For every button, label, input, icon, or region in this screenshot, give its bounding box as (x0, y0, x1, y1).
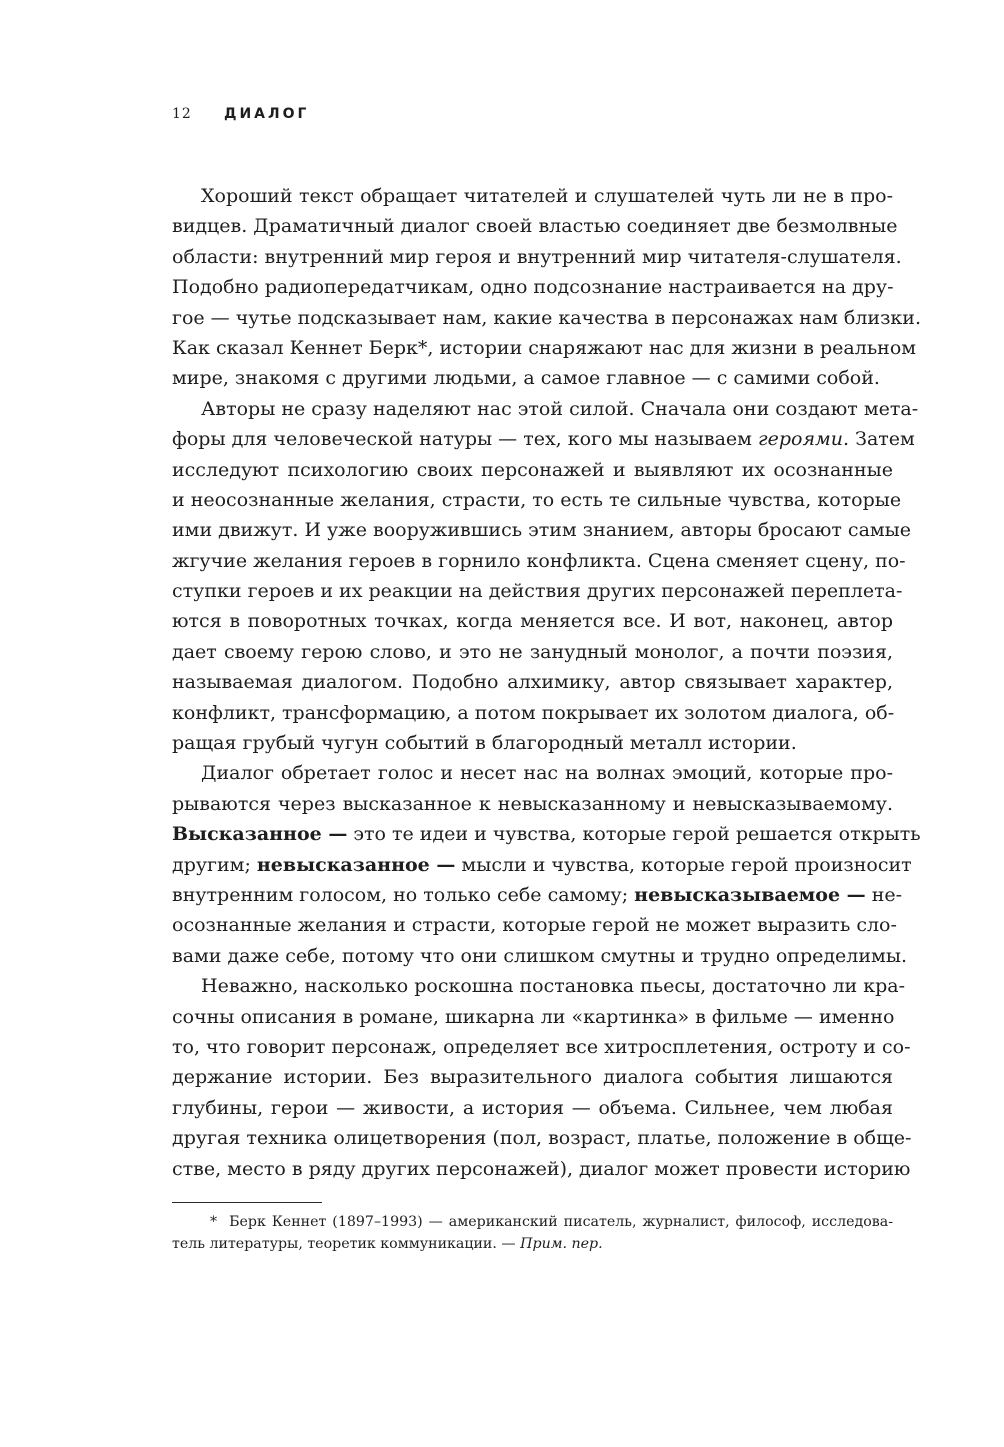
text-segment: . Затем (843, 428, 915, 451)
text-line (172, 576, 903, 606)
text-line (172, 515, 912, 545)
paragraph (172, 971, 912, 1184)
text-segment: ращая грубый чугун событий в благородный металл истории. (172, 732, 797, 755)
text-line (172, 758, 893, 788)
text-segment: мире, знакомя с другими людьми, а самое главное — с самими собой. (172, 367, 880, 390)
text-line (172, 819, 921, 849)
text-line (172, 303, 922, 333)
text-line (172, 880, 903, 910)
text-line (172, 698, 893, 728)
text-line (172, 242, 902, 272)
text-segment: Как сказал Кеннет Берк*, истории снаряжают нас для жизни в реальном (172, 336, 917, 359)
paragraph (172, 181, 922, 394)
text-segment: Неважно, насколько роскошна постановка пьесы, достаточно ли кра- (201, 975, 906, 998)
text-line (172, 910, 897, 940)
text-line (172, 971, 906, 1001)
text-segment: видцев. Драматичный диалог своей властью соединяет две безмолвные (172, 215, 898, 238)
text-segment: форы для человеческой натуры — тех, кого мы называем (172, 428, 758, 451)
text-line (172, 1002, 893, 1032)
text-segment: ступки героев и их реакции на действия других персонажей переплета- (172, 580, 903, 603)
text-segment: стве, место в ряду других персонажей), диалог может провести историю (172, 1157, 911, 1180)
text-segment: рываются через высказанное к невысказанному и невысказываемому. (172, 792, 893, 815)
text-segment: Берк Кеннет (1897–1993) — американский писатель, журналист, философ, исследова- (229, 1214, 893, 1230)
text-segment: и неосознанные желания, страсти, то есть те сильные чувства, которые (172, 488, 902, 511)
text-line (172, 728, 893, 758)
text-segment: Хороший текст обращает читателей и слушателей чуть ли не в про- (201, 185, 893, 207)
text-segment: Авторы не сразу наделяют нас этой силой. Сначала они создают мета- (201, 397, 919, 420)
text-segment: конфликт, трансформацию, а потом покрывает их золотом диалога, об- (172, 701, 895, 724)
text-segment: Подобно радиопередатчикам, одно подсознание настраивается на дру- (172, 276, 894, 299)
text-line (172, 211, 898, 241)
bold-term: невысказанное — (256, 853, 456, 876)
text-line (172, 606, 893, 636)
text-line (172, 850, 912, 880)
bold-term: Высказанное — (172, 823, 348, 846)
text-segment: области: внутренний мир героя и внутренний мир читателя-слушателя. (172, 245, 902, 268)
body-text (172, 181, 922, 1184)
text-line (172, 455, 893, 485)
text-line (172, 1032, 911, 1062)
text-line (172, 1233, 893, 1255)
text-segment: другая техника олицетворения (пол, возраст, платье, положение в обще- (172, 1127, 912, 1150)
text-segment: ими движут. И уже вооружившись этим знанием, авторы бросают самые (172, 519, 912, 542)
page-number: 12 (172, 106, 192, 122)
text-line (172, 181, 893, 211)
text-segment: вами даже себе, потому что они слишком смутны и трудно определимы. (172, 944, 907, 967)
text-segment: глубины, герои — живости, а история — объема. Сильнее, чем любая (172, 1096, 893, 1119)
text-segment: дает своему герою слово, и это не занудный монолог, а почти поэзия, (172, 640, 893, 663)
text-segment: внутренним голосом, но только себе самому; (172, 883, 635, 906)
text-line (172, 1093, 893, 1123)
text-segment: другим; (172, 853, 257, 876)
text-segment: жгучие желания героев в горнило конфликта. Сцена сменяет сцену, по- (172, 549, 906, 572)
text-line (172, 941, 907, 971)
text-line (172, 667, 893, 697)
text-segment: это те идеи и чувства, которые герой решается открыть (347, 823, 921, 846)
italic-text: Прим. пер. (520, 1236, 603, 1252)
text-line (172, 363, 893, 393)
text-line (172, 637, 893, 667)
text-segment: держание истории. Без выразительного диалога события лишаются (172, 1066, 893, 1089)
text-line (172, 1154, 911, 1184)
text-segment: ются в поворотных точках, когда меняется все. И вот, наконец, автор (172, 610, 893, 633)
text-segment: исследуют психологию своих персонажей и выявляют их осознанные (172, 458, 893, 481)
text-segment: мысли и чувства, которые герой произносит (455, 853, 912, 876)
text-line (172, 333, 917, 363)
text-segment: сочны описания в романе, шикарна ли «картинка» в фильме — именно (172, 1005, 895, 1028)
text-line (172, 1211, 893, 1233)
text-line (172, 1062, 893, 1092)
running-head (172, 106, 309, 122)
text-line (172, 424, 915, 454)
text-segment: не- (865, 883, 903, 906)
text-segment: Диалог обретает голос и несет нас на волнах эмоций, которые про- (201, 762, 893, 785)
text-line (172, 485, 902, 515)
text-line (172, 394, 919, 424)
text-segment: гое — чутье подсказывает нам, какие качества в персонажах нам близки. (172, 306, 922, 329)
footnote (172, 1211, 893, 1255)
italic-text: героями (758, 428, 844, 451)
text-segment: то, что говорит персонаж, определяет все хитросплетения, остроту и со- (172, 1035, 911, 1058)
text-segment: тель литературы, теоретик коммуникации. — (172, 1236, 521, 1252)
text-segment: осознанные желания и страсти, которые герой не может выразить сло- (172, 914, 897, 937)
paragraph (172, 758, 921, 971)
paragraph (172, 394, 919, 759)
bold-term: невысказываемое — (634, 883, 866, 906)
text-line (172, 789, 893, 819)
text-line (172, 272, 893, 302)
chapter-title: ДИАЛОГ (224, 106, 310, 122)
footnote-marker: * (210, 1214, 218, 1230)
footnote-divider (172, 1202, 322, 1203)
text-line (172, 546, 906, 576)
text-line (172, 1123, 912, 1153)
text-segment: называемая диалогом. Подобно алхимику, автор связывает характер, (172, 671, 893, 694)
